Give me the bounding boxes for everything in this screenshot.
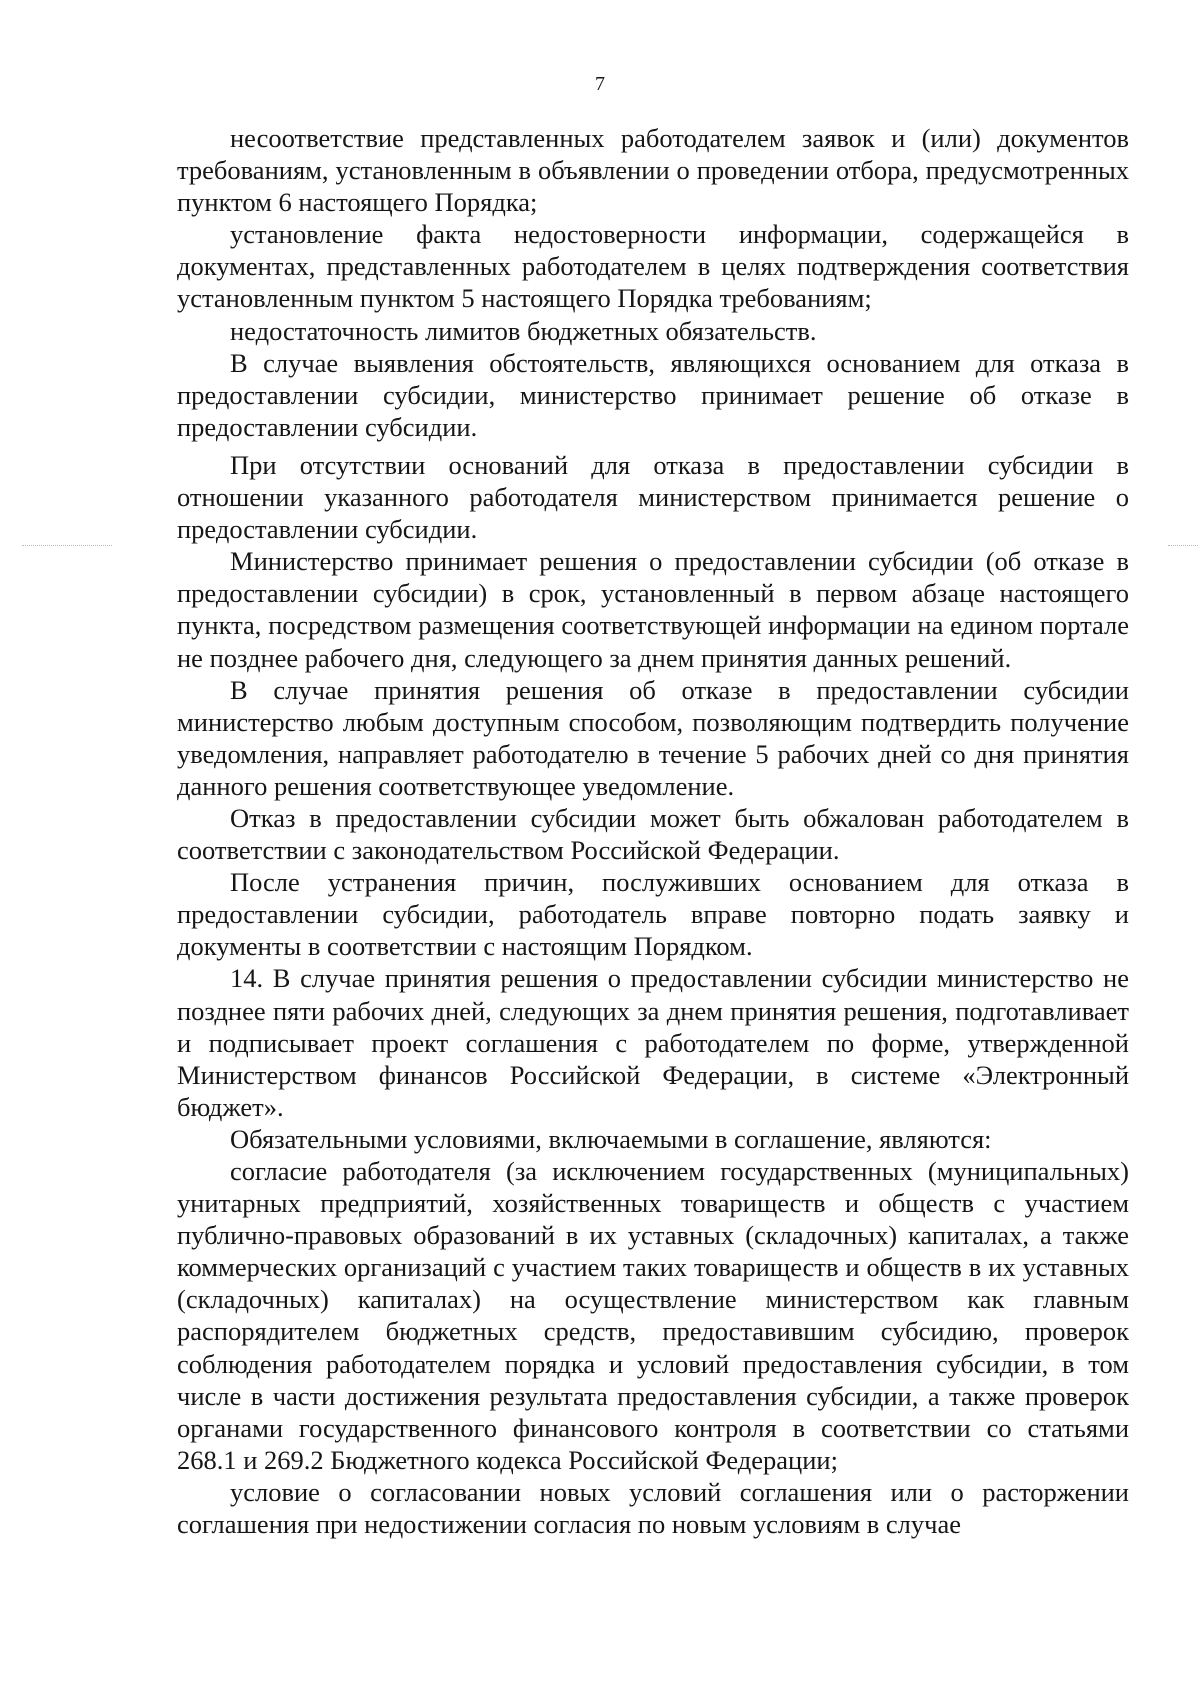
paragraph-item-10: 14. В случае принятия решения о предоставлении субсидии министерство не позднее пяти рабочих дней, следующих за днем принятия решения, подготавливает и подписывает проект соглашения с работодателем по форме, утвержденной Министерством финансов Российской Федерации, в системе «Электронный бюджет». [177,963,1129,1122]
paragraph-item-1: несоответствие представленных работодателем заявок и (или) документов требованиям, установленным в объявлении о проведении отбора, предусмотренных пунктом 6 настоящего Порядка; [177,123,1129,218]
paragraph-item-13: условие о согласовании новых условий соглашения или о расторжении соглашения при недостижении согласия по новым условиям в случае [177,1476,1129,1540]
paragraph-item-7: В случае принятия решения об отказе в предоставлении субсидии министерство любым доступным способом, позволяющим подтвердить получение уведомления, направляет работодателю в течение 5 рабочих дней со дня принятия данного решения соответствующее уведомление. [177,674,1129,801]
page-number: 7 [595,73,605,95]
paragraph-item-4: В случае выявления обстоятельств, являющихся основанием для отказа в предоставлении субсидии, министерство принимает решение об отказе в предоставлении субсидии. [177,347,1129,442]
scan-artifact-dots [1168,545,1198,546]
paragraph-item-9: После устранения причин, послуживших основанием для отказа в предоставлении субсидии, работодатель вправе повторно подать заявку и документы в соответствии с настоящим Порядком. [177,867,1129,962]
paragraph-item-11: Обязательными условиями, включаемыми в соглашение, являются: [230,1123,992,1154]
scan-artifact-dots [22,545,112,546]
paragraph-item-6: Министерство принимает решения о предоставлении субсидии (об отказе в предоставлении субсидии) в срок, установленный в первом абзаце настоящего пункта, посредством размещения соответствующей информации на едином портале не позднее рабочего дня, следующего за днем принятия данных решений. [177,546,1129,673]
paragraph-item-5: При отсутствии оснований для отказа в предоставлении субсидии в отношении указанного работодателя министерством принимается решение о предоставлении субсидии. [177,449,1129,545]
paragraph-item-3: недостаточность лимитов бюджетных обязательств. [230,315,817,346]
document-body [177,122,1129,1540]
paragraph-item-12: согласие работодателя (за исключением государственных (муниципальных) унитарных предприятий, хозяйственных товариществ и обществ с участием публично-правовых образований в их уставных (складочных) капиталах, а также коммерческих организаций с участием таких товариществ и обществ в их уставных (складочных) капиталах) на осуществление министерством как главным распорядителем бюджетных средств, предоставившим субсидию, проверок соблюдения работодателем порядка и условий предоставления субсидии, в том числе в части достижения результата предоставления субсидии, а также проверок органами государственного финансового контроля в соответствии со статьями 268.1 и 269.2 Бюджетного кодекса Российской Федерации; [177,1156,1129,1475]
paragraph-item-8: Отказ в предоставлении субсидии может быть обжалован работодателем в соответствии с законодательством Российской Федерации. [177,802,1129,866]
paragraph-item-2: установление факта недостоверности информации, содержащейся в документах, представленных работодателем в целях подтверждения соответствия установленным пунктом 5 настоящего Порядка требованиям; [177,219,1129,314]
